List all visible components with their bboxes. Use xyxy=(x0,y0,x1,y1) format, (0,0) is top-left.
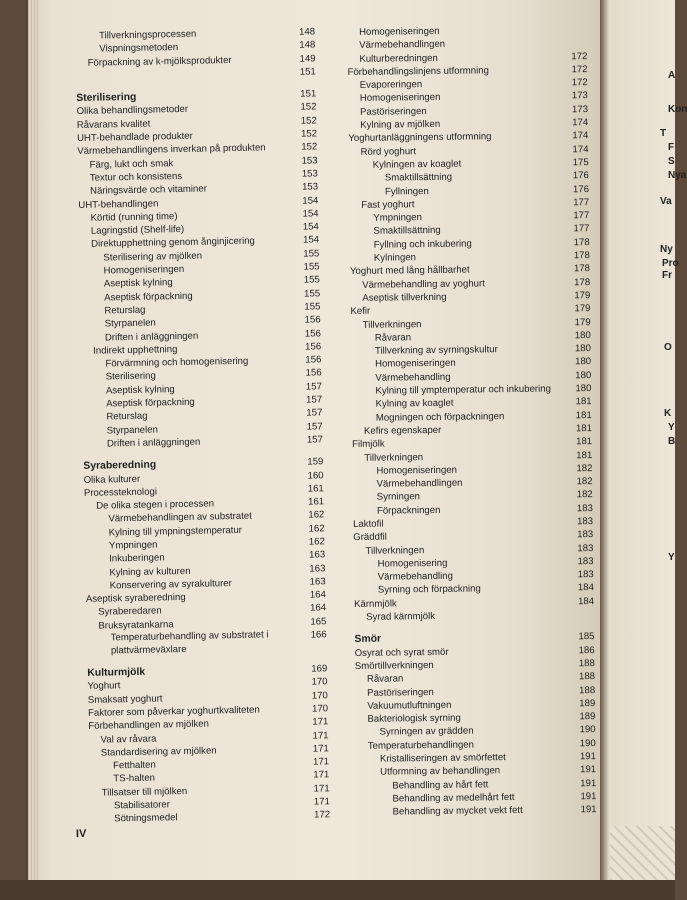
toc-entry-page: 191 xyxy=(579,751,597,763)
toc-entry xyxy=(354,608,594,624)
toc-entry-page: 177 xyxy=(573,223,590,235)
toc-entry-title: Pastöriseringen xyxy=(367,686,434,699)
toc-entry-page: 148 xyxy=(298,26,316,38)
toc-entry-title: TS-halten xyxy=(113,773,156,785)
toc-entry-title: Behandling av hårt fett xyxy=(392,778,489,792)
toc-entry-page: 154 xyxy=(302,234,320,247)
toc-entry-page: 151 xyxy=(300,88,317,100)
toc-entry-title: Smaktillsättning xyxy=(373,225,441,238)
toc-entry-title: Mogningen och förpackningen xyxy=(375,410,505,424)
next-page-text: Fr xyxy=(662,270,672,281)
toc-entry-title: Homogeniseringen xyxy=(359,92,441,105)
toc-entry-title: Fast yoghurt xyxy=(361,199,415,211)
toc-entry-title: Aseptisk tillverkning xyxy=(362,291,447,304)
toc-entry-title: Homogeniseringen xyxy=(376,464,458,477)
toc-entry-page: 182 xyxy=(576,462,593,475)
toc-entry-title: Behandling av medelhårt fett xyxy=(392,791,515,805)
toc-entry-page: 183 xyxy=(576,502,593,514)
toc-entry-page: 156 xyxy=(305,354,322,366)
toc-entry-page: 169 xyxy=(311,663,328,675)
toc-entry-title: Vakuumutluftningen xyxy=(367,699,452,712)
toc-entry-title: Tillverkningsprocessen xyxy=(99,28,197,42)
toc-entry-page: 152 xyxy=(300,128,318,140)
toc-entry-title: Rörd yoghurt xyxy=(360,145,417,158)
toc-entry-title: Förpackning av k-mjölksprodukter xyxy=(87,54,232,69)
toc-entry-title: Returslag xyxy=(106,410,148,423)
toc-entry-title: Utformning av behandlingen xyxy=(380,765,501,778)
toc-entry-page: 171 xyxy=(312,716,329,728)
toc-entry-title: Värmebehandlingens inverkan på produkten xyxy=(77,142,266,158)
toc-entry-title: Textur och konsistens xyxy=(89,170,183,184)
toc-entry-title: Sterilisering xyxy=(76,92,137,105)
toc-entry-title: Smaktillsättning xyxy=(384,171,453,184)
toc-entry-title: Driften i anläggningen xyxy=(104,330,199,344)
toc-entry-page: 161 xyxy=(307,483,324,495)
toc-entry-title: Indirekt upphettning xyxy=(93,343,178,357)
toc-entry-page: 191 xyxy=(580,790,597,803)
next-page-text: Kon xyxy=(668,104,687,115)
toc-entry-title: Syraberedning xyxy=(83,459,157,473)
toc-entry-page: 171 xyxy=(312,729,329,742)
toc-entry-page: 156 xyxy=(305,341,322,353)
next-page-text: Y xyxy=(668,422,675,433)
toc-entry-title: Direktupphettning genom ånginjicering xyxy=(91,236,255,251)
toc-entry-title: Smaksatt yoghurt xyxy=(87,693,163,706)
toc-entry-title: Bakteriologisk syrning xyxy=(367,712,461,725)
toc-entry-title: Yoghurtanläggningens utformning xyxy=(348,131,492,145)
toc-entry-page: 190 xyxy=(579,724,596,736)
toc-entry-title: Fyllning och inkubering xyxy=(373,238,472,251)
toc-entry-page: 186 xyxy=(578,644,595,656)
toc-entry-title: Stabilisatorer xyxy=(113,799,170,812)
toc-entry-title: Fetthalten xyxy=(113,759,156,772)
toc-entry-title: Filmjölk xyxy=(352,438,385,451)
toc-entry-title: Tillsatser till mjölken xyxy=(101,785,188,799)
toc-entry-title: Råvarans kvalitet xyxy=(76,118,151,131)
toc-entry-page: 191 xyxy=(580,777,597,789)
toc-entry-title: Smör xyxy=(354,633,382,646)
toc-entry-page: 184 xyxy=(577,595,595,607)
toc-entry-page: 164 xyxy=(310,602,327,615)
toc-entry-title: Värmebehandlingen xyxy=(376,477,463,490)
toc-entry-title: Inkuberingen xyxy=(109,552,165,565)
toc-entry-page: 162 xyxy=(308,509,325,521)
toc-entry-page: 159 xyxy=(307,456,324,468)
toc-entry-title: Syraberedaren xyxy=(98,605,162,619)
toc-entry-title: Kulturmjölk xyxy=(87,666,146,679)
toc-entry-title: Värmebehandling xyxy=(377,570,454,583)
toc-entry-page: 148 xyxy=(299,39,316,51)
toc-entry-title: Aseptisk syraberedning xyxy=(85,592,186,606)
toc-entry-page: 181 xyxy=(575,409,592,421)
toc-entry-title: Faktorer som påverkar yoghurtkvaliteten xyxy=(88,704,260,719)
next-page-text: A xyxy=(668,70,676,81)
toc-left-column xyxy=(75,25,330,826)
toc-entry-page: 153 xyxy=(301,181,319,193)
toc-entry-title: Olika kulturer xyxy=(83,473,141,486)
toc-entry-page: 157 xyxy=(306,394,323,406)
toc-entry-title: UHT-behandlingen xyxy=(78,197,159,211)
toc-entry-page: 156 xyxy=(304,314,321,326)
toc-entry-title: Styrpanelen xyxy=(106,424,158,437)
toc-entry-page: 172 xyxy=(571,63,588,76)
toc-entry-title: Kylningen xyxy=(373,252,417,264)
toc-entry-title: Kylning till ympningstemperatur xyxy=(108,524,243,539)
toc-entry-page: 164 xyxy=(309,589,326,601)
toc-entry-page: 189 xyxy=(579,711,596,723)
toc-entry-title: Förpackningen xyxy=(376,504,441,517)
toc-entry-title: Sterilisering av mjölken xyxy=(103,250,203,264)
toc-entry-title: UHT-behandlade produkter xyxy=(76,130,193,145)
next-page-text: Nya xyxy=(668,170,687,181)
toc-entry-title: Styrpanelen xyxy=(104,317,156,330)
next-page-text: Pro xyxy=(662,258,679,269)
toc-entry-title: Tillverkning av syrningskultur xyxy=(374,344,498,357)
toc-entry-page: 156 xyxy=(304,327,321,340)
next-page-text: Y xyxy=(668,552,675,563)
toc-entry-page: 154 xyxy=(302,208,319,220)
toc-entry-page: 174 xyxy=(572,143,589,155)
toc-entry-page: 165 xyxy=(310,616,327,628)
toc-entry-title: Kylningen av koaglet xyxy=(372,158,462,171)
toc-entry-page: 155 xyxy=(303,287,321,300)
toc-entry-page: 157 xyxy=(306,407,323,419)
toc-entry-page: 152 xyxy=(300,115,317,127)
toc-entry-page: 152 xyxy=(300,101,317,114)
toc-entry-page: 189 xyxy=(579,697,596,710)
toc-entry-title: Råvaran xyxy=(374,332,412,344)
toc-entry-page: 172 xyxy=(571,77,588,89)
toc-entry-page: 184 xyxy=(577,582,594,594)
toc-entry-page: 152 xyxy=(301,141,318,154)
toc-entry-page: 188 xyxy=(579,684,596,696)
toc-entry-page: 163 xyxy=(309,576,326,588)
bottom-shadow xyxy=(0,880,675,900)
toc-entry-title: Syrning och förpackning xyxy=(377,583,481,597)
toc-entry-title: Sötningsmedel xyxy=(114,812,178,825)
toc-entry-page: 149 xyxy=(299,52,316,65)
toc-entry-title: Råvaran xyxy=(366,673,404,686)
toc-entry-title: Behandling av mycket vekt fett xyxy=(392,805,523,818)
toc-entry-title: Kärnmjölk xyxy=(353,598,397,610)
toc-entry-page: 153 xyxy=(301,168,318,180)
toc-entry-title: Kulturberedningen xyxy=(359,52,438,65)
toc-entry-page: 181 xyxy=(575,396,592,408)
toc-entry-page: 171 xyxy=(312,743,329,755)
toc-entry-title: Kylning av koaglet xyxy=(375,398,454,410)
toc-entry-title: Kefirs egenskaper xyxy=(363,424,442,437)
toc-entry-title: Homogeniseringen xyxy=(375,358,456,371)
toc-entry-page: 183 xyxy=(576,516,594,528)
toc-entry-title: Förvärmning och homogenisering xyxy=(105,355,249,370)
toc-entry-title: Bruksyratankarna xyxy=(98,618,174,632)
toc-entry-title: Förbehandlingen av mjölken xyxy=(88,718,209,733)
toc-entry-page: 183 xyxy=(577,529,594,541)
toc-entry-title: Yoghurt xyxy=(87,680,121,693)
toc-entry-title: Förbehandlingslinjens utformning xyxy=(347,65,489,78)
toc-entry-page: 171 xyxy=(312,756,330,768)
toc-entry-page: 182 xyxy=(576,476,593,488)
toc-entry-page: 155 xyxy=(303,261,320,273)
toc-entry-page: 180 xyxy=(575,356,592,368)
page-edge xyxy=(28,0,38,892)
toc-entry-page: 166 xyxy=(310,629,327,641)
toc-entry-page: 177 xyxy=(573,210,590,222)
toc-entry-page: 157 xyxy=(305,381,322,393)
toc-entry-title: Processteknologi xyxy=(83,486,158,499)
next-page-text: F xyxy=(668,142,675,153)
toc-entry-title: Tillverkningen xyxy=(362,318,422,331)
next-page-text: B xyxy=(668,436,676,447)
toc-entry-page: 173 xyxy=(571,90,588,102)
toc-entry-title: Homogeniseringen xyxy=(103,263,185,277)
toc-entry-title: Kylning av kulturen xyxy=(109,565,191,579)
toc-entry-page: 181 xyxy=(576,436,593,448)
toc-entry-page: 174 xyxy=(572,117,589,129)
toc-entry-title: Returslag xyxy=(104,304,146,317)
toc-entry-title: Gräddfil xyxy=(353,531,387,544)
toc-entry-page: 157 xyxy=(306,420,323,433)
toc-entry-page: 171 xyxy=(313,796,330,808)
toc-entry-page: 182 xyxy=(576,489,593,501)
toc-entry-page: 181 xyxy=(576,449,593,461)
toc-entry-page: 183 xyxy=(577,555,594,568)
toc-entry-title: Olika behandlingsmetoder xyxy=(76,104,189,118)
toc-entry-page: 162 xyxy=(308,522,325,535)
toc-entry-page: 180 xyxy=(574,329,591,342)
toc-entry-page: 180 xyxy=(574,343,592,355)
toc-entry-page: 179 xyxy=(574,316,591,328)
toc-entry-title: Laktofil xyxy=(353,518,384,530)
toc-entry-title: Kylning av mjölken xyxy=(360,118,441,131)
toc-entry-page: 155 xyxy=(303,248,320,260)
toc-entry-title: Aseptisk förpackning xyxy=(104,290,193,304)
next-page-text: S xyxy=(668,156,675,167)
toc-entry-page: 178 xyxy=(573,263,591,275)
toc-entry-title: Homogeniseringen xyxy=(359,25,440,38)
toc-entry-title: Aseptisk kylning xyxy=(105,383,175,397)
toc-entry-title: Vispningsmetoden xyxy=(99,42,179,55)
toc-entry-title: Fyllningen xyxy=(384,185,429,198)
toc-entry-title: Standardisering av mjölken xyxy=(100,745,217,759)
toc-entry-page: 178 xyxy=(574,276,591,288)
toc-entry-title: Osyrat och syrat smör xyxy=(354,646,449,659)
toc-entry-title: Homogenisering xyxy=(377,557,448,570)
toc-entry-page: 170 xyxy=(311,676,328,688)
toc-entry-page: 177 xyxy=(573,196,590,209)
toc-entry-page: 180 xyxy=(575,369,592,381)
toc-entry-page: 151 xyxy=(299,66,316,78)
toc-entry-page: 171 xyxy=(313,769,330,781)
toc-entry-title: Sterilisering xyxy=(105,370,156,383)
toc-entry-title: Värmebehandling av yoghurt xyxy=(362,277,485,291)
toc-entry-title: Värmebehandlingen av substratet xyxy=(108,511,252,525)
toc-entry-title: Pastöriseringen xyxy=(359,105,427,118)
toc-entry-page: 160 xyxy=(307,469,324,482)
next-page-text: O xyxy=(664,342,672,353)
toc-entry-page: 155 xyxy=(304,301,321,313)
toc-entry xyxy=(87,628,327,658)
toc-entry-title: Syrad kärnmjölk xyxy=(366,611,436,623)
toc-entry-page: 170 xyxy=(311,703,329,715)
toc-entry-title: Syrningen xyxy=(376,491,421,504)
toc-entry-title: Smörtillverkningen xyxy=(354,659,434,672)
next-page-text: Va xyxy=(660,196,672,207)
toc-entry-title: De olika stegen i processen xyxy=(96,498,215,512)
toc-entry-page: 180 xyxy=(575,383,592,395)
toc-entry-page: 188 xyxy=(578,657,595,670)
page-number-footer: IV xyxy=(75,827,87,841)
toc-entry-title: Kylning till ymptemperatur och inkubering xyxy=(375,383,551,397)
toc-entry-title: Aseptisk förpackning xyxy=(106,396,195,410)
toc-entry-page: 175 xyxy=(572,157,589,169)
toc-entry-page: 163 xyxy=(309,549,326,561)
toc-entry-title: Yoghurt med lång hållbarhet xyxy=(349,264,470,278)
toc-entry-page: 183 xyxy=(577,569,594,581)
toc-entry-page: 157 xyxy=(306,434,324,446)
toc-entry-page: 172 xyxy=(571,50,588,62)
toc-entry-page: 183 xyxy=(577,542,594,554)
toc-entry-title: Näringsvärde och vitaminer xyxy=(89,183,207,198)
toc-right-column xyxy=(347,23,597,819)
toc-entry-title: Värmebehandlingen xyxy=(359,39,446,52)
toc-entry-title: Kristalliseringen av smörfettet xyxy=(379,752,506,765)
next-page-text: T xyxy=(660,128,667,139)
toc-entry-page: 154 xyxy=(302,194,319,207)
toc-entry-page: 155 xyxy=(303,274,320,286)
toc-entry-page: 179 xyxy=(574,303,591,315)
toc-entry-page: 170 xyxy=(311,689,328,702)
toc-entry-page: 162 xyxy=(308,536,325,548)
tablecloth-pattern xyxy=(610,826,675,880)
toc-entry-title: Temperaturbehandlingen xyxy=(367,739,474,752)
toc-entry-page: 171 xyxy=(313,782,330,795)
toc-entry-title: Tillverkningen xyxy=(365,544,425,557)
toc-entry-title: Driften i anläggningen xyxy=(106,436,201,450)
toc-entry-page: 191 xyxy=(580,804,597,816)
toc-entry-title: Värmebehandling xyxy=(375,371,451,384)
toc-entry-title: Ympningen xyxy=(373,212,422,224)
toc-entry-page: 185 xyxy=(578,631,595,643)
toc-entry-title: Konservering av syrakulturer xyxy=(109,577,232,592)
toc-entry-title: Temperaturbehandling av substratet i plattvärmeväxlare xyxy=(110,629,269,656)
toc-entry-page: 156 xyxy=(305,367,322,380)
toc-entry-page: 179 xyxy=(574,289,591,302)
toc-entry-title: Evaporeringen xyxy=(359,79,423,92)
toc-entry-page: 154 xyxy=(302,221,319,233)
toc-entry-title: Syrningen av grädden xyxy=(379,725,474,739)
toc-entry-page: 178 xyxy=(573,250,590,262)
toc-entry-title: Körtid (running time) xyxy=(90,210,178,224)
toc-entry-page: 181 xyxy=(575,422,593,435)
toc-entry-title: Aseptisk kylning xyxy=(103,277,173,290)
toc-entry-page: 173 xyxy=(571,103,589,116)
toc-entry-title: Kefir xyxy=(350,305,371,318)
toc-entry-page: 190 xyxy=(579,737,596,749)
next-page-text: K xyxy=(664,408,672,419)
toc-entry-title: Val av råvara xyxy=(100,733,157,746)
toc-entry-page: 163 xyxy=(309,562,326,575)
toc-entry-page: 191 xyxy=(580,764,597,776)
toc-entry-page: 188 xyxy=(578,671,596,683)
toc-entry-page: 161 xyxy=(307,496,325,508)
toc-entry-page: 178 xyxy=(573,236,590,248)
toc-entry-page: 174 xyxy=(572,130,589,142)
toc-entry-title: Tillverkningen xyxy=(364,451,424,464)
toc-entry-page: 172 xyxy=(314,809,331,821)
toc-entry-title: Ympningen xyxy=(108,539,158,552)
next-page-text: Ny xyxy=(660,244,673,255)
toc-entry-title: Färg, lukt och smak xyxy=(89,157,174,171)
toc-entry-title: Lagringstid (Shelf-life) xyxy=(90,224,185,237)
toc-entry-page: 176 xyxy=(572,170,589,182)
toc-entry-page: 176 xyxy=(572,183,590,195)
toc-entry-page: 153 xyxy=(301,155,318,167)
